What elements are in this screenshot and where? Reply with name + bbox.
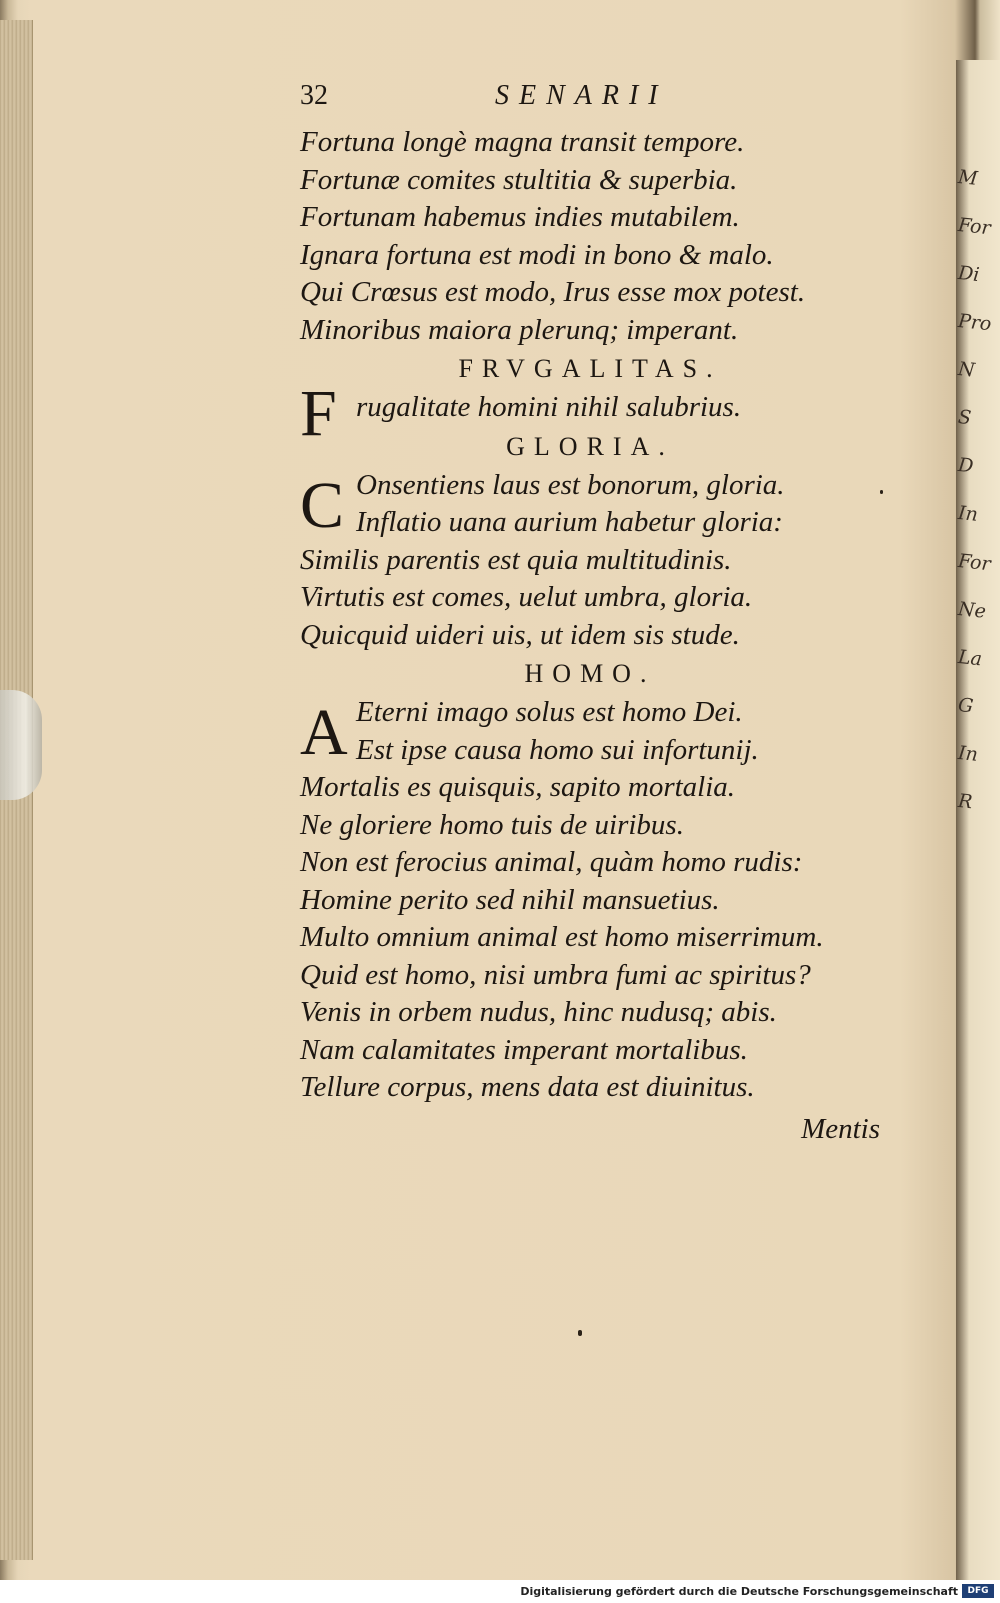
- next-page-fragment: Pro: [956, 309, 993, 336]
- running-head: [300, 80, 880, 124]
- verse-line: Virtutis est comes, uelut umbra, gloria.: [300, 581, 753, 613]
- initial-paragraph: [300, 694, 880, 769]
- verse-line: Est ipse causa homo sui infortunij.: [356, 733, 759, 766]
- verse-line: Fortuna longè magna transit tempore.: [300, 126, 745, 158]
- verse-line: Qui Crœsus est modo, Irus esse mox potest.: [300, 276, 806, 308]
- ink-speck: [578, 1330, 582, 1336]
- footer-bar: [0, 1580, 1000, 1603]
- section-heading: HOMO.: [524, 659, 656, 688]
- verse-line: Fortunam habemus indies mutabilem.: [300, 201, 740, 233]
- verse-line: Minoribus maiora plerunq; imperant.: [300, 313, 739, 346]
- verse-line: Quid est homo, nisi umbra fumi ac spiritus?: [300, 958, 811, 991]
- next-page-fragment: Ne: [956, 597, 987, 623]
- verse-line: Non est ferocius animal, quàm homo rudis:: [300, 846, 803, 878]
- next-page-fragment: S: [956, 405, 973, 430]
- next-page-fragment: La: [956, 645, 984, 671]
- initial-paragraph: [300, 467, 880, 542]
- verse-line: Quicquid uideri uis, ut idem sis stude.: [300, 618, 740, 651]
- next-page-fragment: For: [956, 213, 992, 240]
- verse-line: Venis in orbem nudus, hinc nudusq; abis.: [300, 996, 777, 1028]
- catchword: Mentis: [801, 1112, 880, 1145]
- verse-line: Onsentiens laus est bonorum, gloria.: [356, 468, 785, 501]
- verse-line: Homine perito sed nihil mansuetius.: [300, 883, 720, 916]
- next-page-fragment: Di: [956, 261, 981, 287]
- verse-line: Inflatio uana aurium habetur gloria:: [356, 506, 783, 538]
- next-page-fragments: [958, 155, 998, 827]
- dfg-logo: DFG: [962, 1584, 994, 1598]
- next-page-fragment: G: [956, 693, 975, 718]
- next-page-fragment: In: [956, 501, 979, 526]
- next-page-edge: [956, 60, 1000, 1580]
- verse-line: Tellure corpus, mens data est diuinitus.: [300, 1071, 755, 1103]
- verse-line: Similis parentis est quia multitudinis.: [300, 543, 732, 576]
- next-page-fragment: D: [956, 453, 975, 478]
- next-page-fragment: N: [956, 357, 976, 382]
- verse-line: Fortunæ comites stultitia & superbia.: [300, 163, 738, 196]
- ink-speck: [880, 490, 883, 494]
- book-clip: [0, 690, 42, 800]
- verse-line: Multo omnium animal est homo miserrimum.: [300, 921, 824, 953]
- drop-cap: A: [300, 696, 348, 769]
- verse-line: Ignara fortuna est modi in bono & malo.: [300, 238, 774, 271]
- footer-credit: Digitalisierung gefördert durch die Deutsche Forschungsgemeinschaft: [520, 1585, 958, 1598]
- section-heading: FRVGALITAS.: [458, 354, 722, 383]
- page-number: 32: [300, 80, 328, 111]
- section-heading: GLORIA.: [506, 431, 674, 461]
- running-title: SENARII: [495, 80, 668, 111]
- next-page-fragment: In: [956, 741, 979, 766]
- verse-line: Ne gloriere homo tuis de uiribus.: [300, 808, 684, 841]
- next-page-fragment: R: [956, 789, 974, 814]
- verse-line: Nam calamitates imperant mortalibus.: [300, 1033, 748, 1066]
- text-blocks: [300, 124, 880, 1107]
- page-text: [300, 80, 880, 1149]
- verse-line: Mortalis es quisquis, sapito mortalia.: [300, 771, 736, 803]
- drop-cap: F: [300, 377, 337, 450]
- verse-line: Eterni imago solus est homo Dei.: [356, 696, 743, 728]
- next-page-fragment: For: [956, 549, 992, 576]
- next-page-fragment: M: [956, 165, 979, 190]
- verse-line: rugalitate homini nihil salubrius.: [356, 391, 742, 423]
- drop-cap: C: [300, 468, 345, 542]
